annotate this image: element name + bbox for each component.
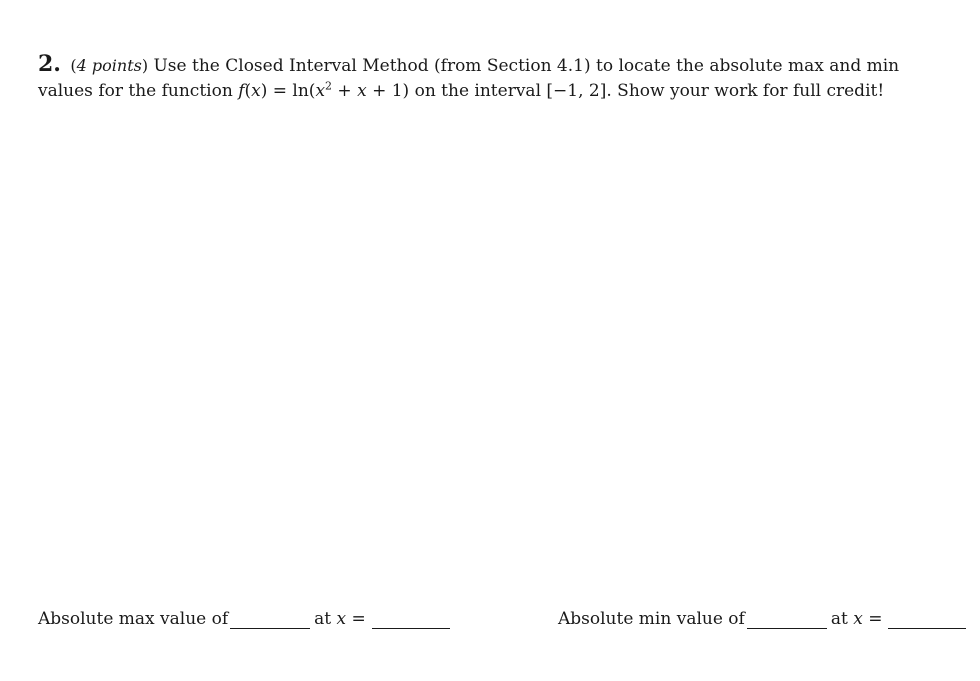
points-open-paren: ( [70,56,77,75]
points-close-paren: ) [141,56,149,75]
min-x-blank[interactable] [888,610,966,629]
min-value-blank[interactable] [747,610,827,629]
function-x-squared-base: x [315,81,326,101]
problem-text-mid: on the interval [414,81,542,101]
problem-text-after: . Show your work for full credit! [606,81,885,101]
function-exponent: 2 [325,79,333,93]
function-expression [238,81,409,101]
function-variable: x [251,81,261,101]
function-equals-ln: = ln( [267,81,316,101]
function-plus-one: + 1) [366,81,410,101]
min-label: Absolute min value of [558,609,745,629]
problem-number: 2. [38,51,61,77]
max-x-blank[interactable] [372,610,450,629]
function-arg-close: ) [260,81,268,101]
max-label: Absolute max value of [38,609,229,629]
problem-statement [38,52,958,104]
min-at-eq: = [868,609,883,629]
min-at-var: x [853,609,863,629]
interval-expression: [−1, 2] [546,81,607,101]
max-answer-row [38,609,450,629]
max-at-eq: = [351,609,366,629]
max-value-blank[interactable] [230,610,310,629]
max-at-var: x [336,609,347,629]
points-label: 4 points [76,56,142,75]
min-answer-row [558,609,966,629]
min-at-text: at [830,609,848,629]
problem-text-before: Use the Closed Interval Method (from Section 4.1) to locate the absolute max and min values for the function [38,56,900,101]
function-plus: + [332,81,358,101]
function-arg-open: ( [244,81,252,101]
max-at-label [314,609,366,629]
function-name: f [238,81,245,101]
max-at-text: at [314,609,332,629]
function-x-term: x [357,81,367,101]
min-at-label [831,609,883,629]
